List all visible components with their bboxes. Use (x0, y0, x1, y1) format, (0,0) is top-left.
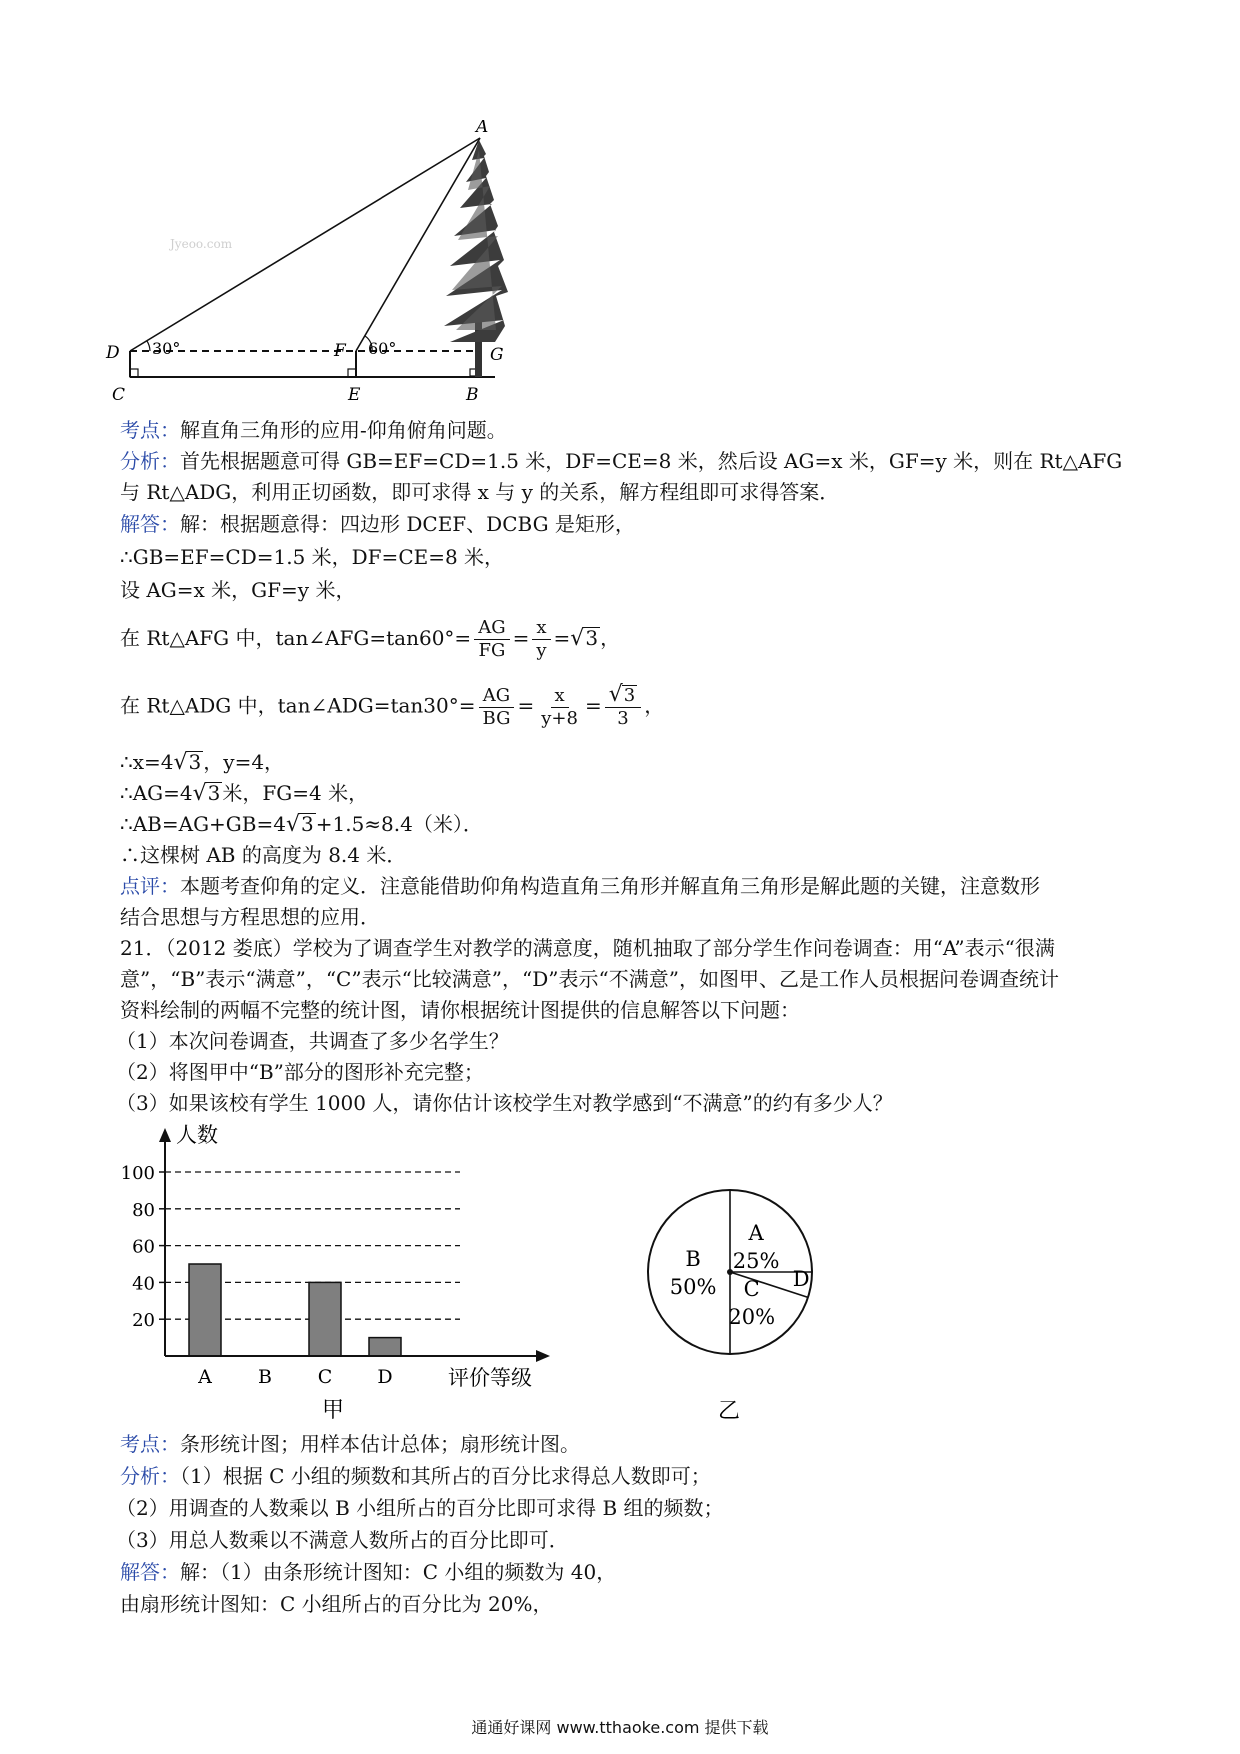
y-tick-label: 40 (132, 1273, 155, 1295)
q20-dianping-2: 结合思想与方程思想的应用． (120, 905, 380, 929)
fenxi-label: 分析： (120, 1464, 180, 1488)
jieda-text: 解：（1）由条形统计图知：C 小组的频数为 40， (180, 1560, 617, 1584)
slice-label-B: B (685, 1247, 701, 1271)
line8-post: +1.5≈8.4（米）． (315, 812, 483, 836)
slice-label-A: A (748, 1220, 764, 1245)
radical-sign: √ (173, 750, 188, 775)
slice-percent-C: 20% (728, 1304, 776, 1329)
q21-fenxi-1 (120, 1462, 711, 1490)
fenxi-text: 首先根据题意可得 GB=EF=CD=1.5 米，DF=CE=8 米，然后设 AG=x 米，GF=y 米，则在 Rt△AFG (180, 449, 1123, 473)
point-label-g: G (490, 345, 504, 365)
dianping-label: 点评： (120, 874, 180, 898)
x-tick-label-D: D (377, 1366, 393, 1388)
line7-pre: ∴AG=4 (120, 781, 193, 805)
line5-end: ， (644, 693, 665, 718)
right-angle-e (348, 369, 356, 377)
pie-chart-title: 乙 (718, 1399, 741, 1424)
q21-fenxi-3: （3）用总人数乘以不满意人数所占的百分比即可． (116, 1528, 569, 1552)
point-label-f: F (334, 341, 346, 361)
sqrt-3: 3 (207, 781, 221, 805)
q20-line-5 (120, 684, 664, 730)
q21-sub-3: （3）如果该校有学生 1000 人，请你估计该校学生对教学感到“不满意”的约有多少人？ (116, 1091, 893, 1115)
line7-post: 米，FG=4 米， (222, 781, 369, 805)
fraction-ag-bg (479, 685, 515, 730)
frac-den: y (536, 640, 547, 661)
slice-label-C: C (743, 1276, 760, 1301)
q20-fenxi-1 (120, 447, 1122, 475)
frac-den: 3 (617, 708, 629, 729)
frac-num: x (551, 685, 569, 708)
frac-den: BG (482, 707, 511, 729)
line4-pre: 在 Rt△AFG 中，tan∠AFG=tan60°= (120, 626, 472, 650)
q20-line-8 (120, 810, 483, 839)
kaodian-label: 考点： (120, 418, 180, 442)
equals: = (553, 626, 571, 650)
point-label-a: A (476, 120, 489, 137)
q21-sub-2: （2）将图甲中“B”部分的图形补充完整； (116, 1060, 484, 1084)
q20-line-7 (120, 779, 368, 808)
pie-chart-yi (620, 1160, 840, 1425)
point-label-d: D (106, 343, 120, 363)
slice-percent-A: 25% (732, 1248, 780, 1273)
y-axis-label: 人数 (176, 1123, 218, 1147)
radical-sign: √ (608, 682, 623, 707)
x-tick-label-A: A (198, 1366, 212, 1388)
q21-jieda-2: 由扇形统计图知：C 小组所占的百分比为 20%， (120, 1592, 553, 1616)
dianping-text: 本题考查仰角的定义．注意能借助仰角构造直角三角形并解直角三角形是解此题的关键，注意数形 (180, 874, 1040, 898)
bar-D (369, 1338, 401, 1356)
radical-sign: √ (285, 812, 300, 837)
radical-sign: √ (570, 626, 585, 651)
bar-chart-title: 甲 (322, 1398, 345, 1423)
point-label-b: B (466, 385, 479, 405)
frac-num: AG (474, 617, 509, 640)
frac-den: FG (478, 640, 506, 661)
pie-center-dot (727, 1269, 733, 1275)
frac-den: y+8 (541, 707, 578, 729)
kaodian-text: 条形统计图；用样本估计总体；扇形统计图。 (180, 1432, 580, 1456)
frac-num (605, 684, 641, 708)
q21-line-1: 21．（2012 娄底）学校为了调查学生对教学的满意度，随机抽取了部分学生作问卷调查：用“A”表示“很满 (120, 936, 1055, 960)
fraction-x-y8 (537, 685, 582, 730)
y-tick-label: 80 (132, 1199, 155, 1221)
q20-line-3: 设 AG=x 米，GF=y 米， (120, 578, 356, 602)
fenxi-text: （1）根据 C 小组的频数和其所占的百分比求得总人数即可； (180, 1464, 711, 1488)
x-tick-label-C: C (317, 1366, 333, 1388)
sqrt-3: 3 (623, 685, 636, 706)
fraction-sqrt3-3 (605, 684, 641, 730)
y-axis-arrow (159, 1128, 171, 1142)
equals: = (517, 693, 535, 718)
x-axis-arrow (536, 1350, 550, 1362)
kaodian-text: 解直角三角形的应用-仰角俯角问题。 (180, 418, 507, 442)
tree-image (444, 140, 508, 377)
q21-jieda-1 (120, 1558, 616, 1586)
line6-pre: ∴x=4 (120, 750, 174, 774)
footer-text: 通通好课网 www.tthaoke.com 提供下载 (471, 1718, 769, 1737)
q20-fenxi-2: 与 Rt△ADG，利用正切函数，即可求得 x 与 y 的关系，解方程组即可求得答案． (120, 480, 840, 504)
point-label-c: C (112, 385, 126, 405)
jieda-text: 解：根据题意得：四边形 DCEF、DCBG 是矩形， (180, 512, 635, 536)
q21-line-3: 资料绘制的两幅不完整的统计图，请你根据统计图提供的信息解答以下问题： (120, 998, 800, 1022)
fraction-ag-fg (474, 617, 509, 662)
bar-chart-jia (100, 1120, 560, 1425)
fraction-x-y (532, 617, 550, 662)
equals: = (584, 693, 602, 718)
point-label-e: E (348, 385, 361, 405)
watermark: Jyeoo.com (170, 237, 233, 251)
q21-kaodian (120, 1430, 580, 1458)
bar-C (309, 1282, 341, 1356)
q20-kaodian (120, 416, 507, 444)
y-tick-label: 100 (120, 1163, 155, 1184)
q20-line-4 (120, 617, 620, 662)
q20-jieda-1 (120, 510, 635, 538)
tree-geometry-figure (100, 120, 520, 410)
angle-arc-d (147, 341, 150, 351)
frac-num: x (532, 617, 550, 640)
sqrt-3: 3 (585, 626, 599, 650)
slice-label-D: D (792, 1267, 810, 1292)
q21-sub-1: （1）本次问卷调查，共调查了多少名学生？ (116, 1029, 509, 1053)
frac-num: AG (479, 685, 514, 708)
kaodian-label: 考点： (120, 1432, 180, 1456)
sqrt-3: 3 (188, 750, 202, 774)
q20-dianping-1 (120, 872, 1040, 900)
x-axis-label: 评价等级 (448, 1366, 532, 1390)
radical-sign: √ (192, 781, 207, 806)
slice-percent-B: 50% (669, 1275, 717, 1299)
line4-end: ， (600, 626, 621, 650)
q20-line-6 (120, 748, 284, 777)
angle-label-30: 30° (152, 339, 181, 358)
angle-label-60: 60° (368, 339, 397, 358)
q21-line-2: 意”，“B”表示“满意”，“C”表示“比较满意”，“D”表示“不满意”，如图甲、乙是工作人员根据问卷调查统计 (120, 967, 1059, 991)
q21-fenxi-2: （2）用调查的人数乘以 B 小组所占的百分比即可求得 B 组的频数； (116, 1496, 724, 1520)
jieda-label: 解答： (120, 512, 180, 536)
line5-pre: 在 Rt△ADG 中，tan∠ADG=tan30°= (120, 693, 476, 718)
bar-A (189, 1264, 221, 1356)
right-angle-c (130, 369, 138, 377)
q20-line-9: ∴这棵树 AB 的高度为 8.4 米． (120, 843, 407, 867)
equals: = (512, 626, 530, 650)
fenxi-label: 分析： (120, 449, 180, 473)
x-tick-label-B: B (258, 1366, 272, 1388)
line8-pre: ∴AB=AG+GB=4 (120, 812, 286, 836)
line6-post: ，y=4， (203, 750, 285, 774)
q20-line-2: ∴GB=EF=CD=1.5 米，DF=CE=8 米， (120, 545, 505, 569)
sqrt-3: 3 (301, 812, 314, 836)
y-tick-label: 60 (132, 1236, 155, 1258)
y-tick-label: 20 (132, 1310, 155, 1332)
jieda-label: 解答： (120, 1560, 180, 1584)
